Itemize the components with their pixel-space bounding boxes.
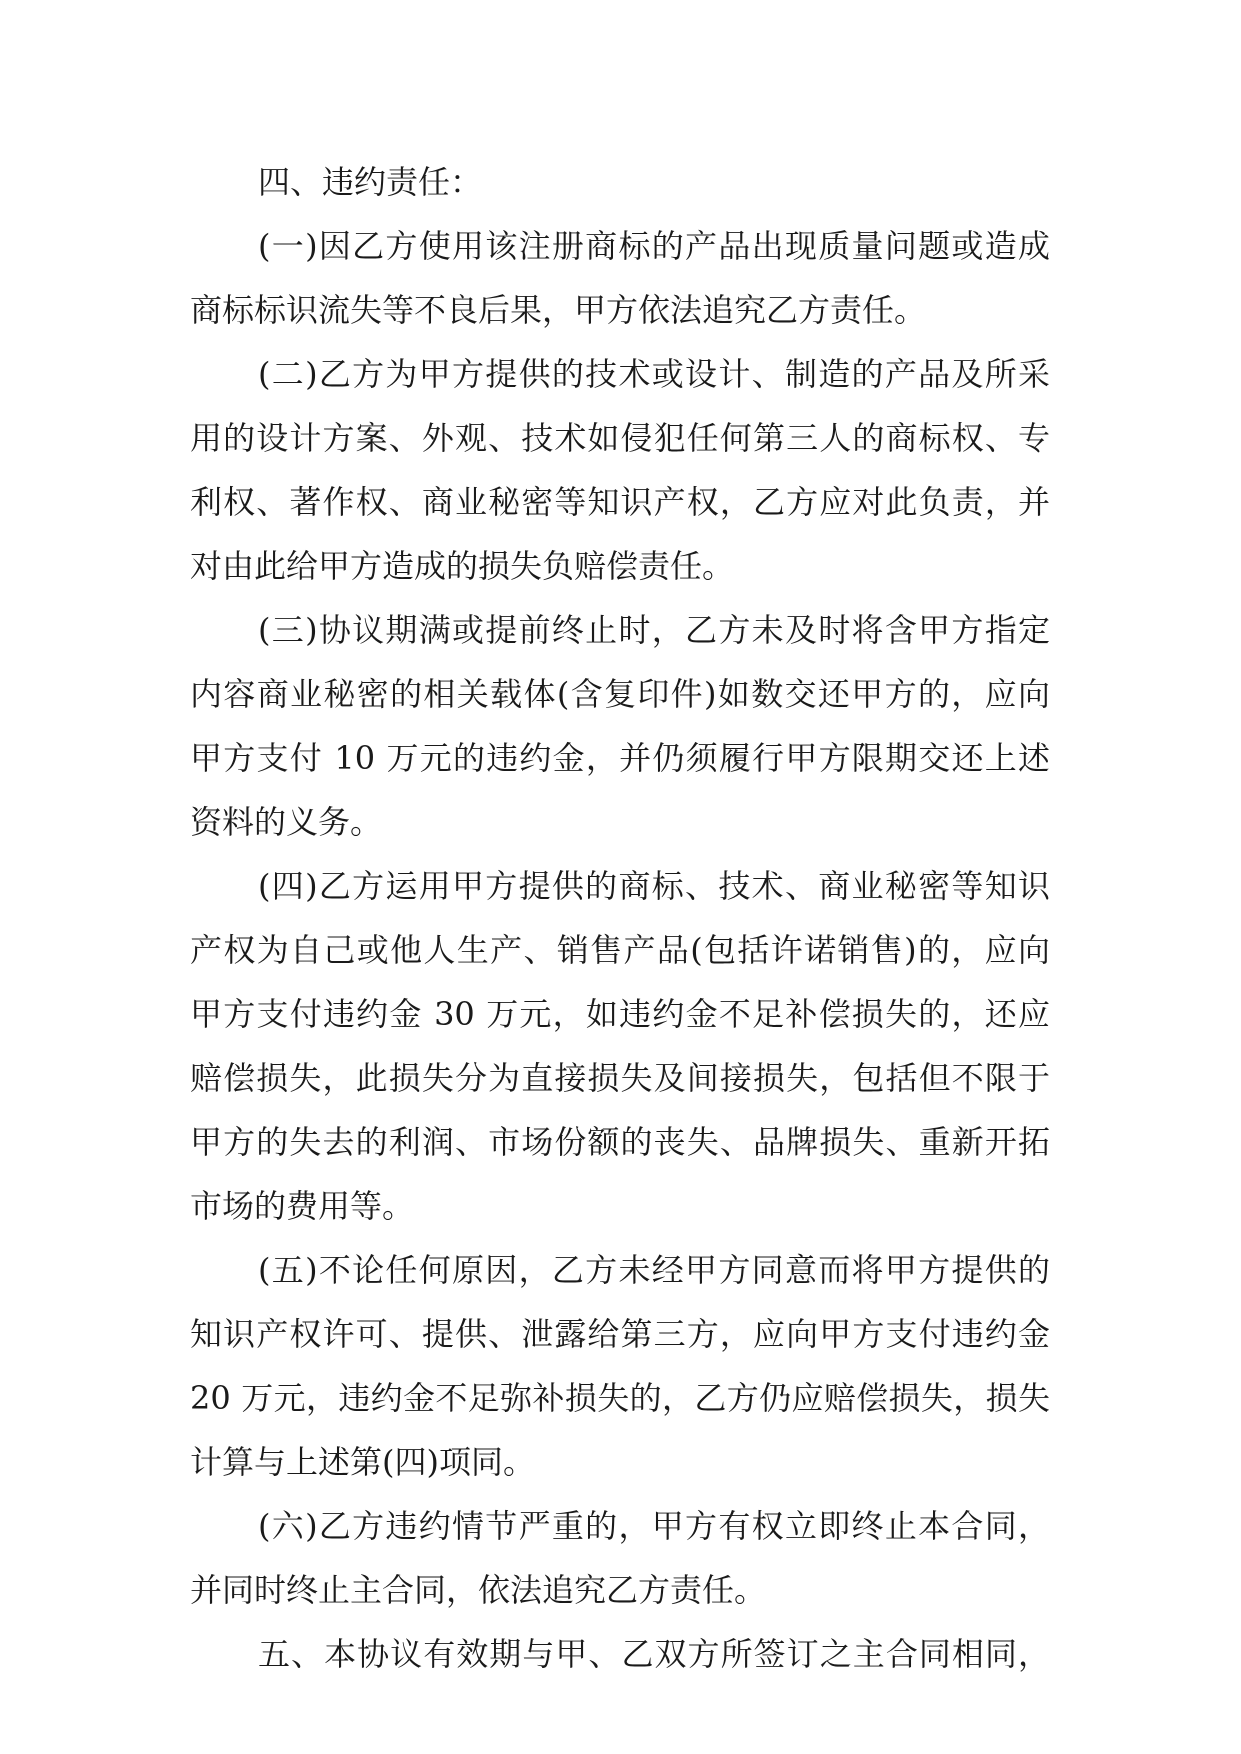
clause-3-line-1: (三)协议期满或提前终止时，乙方未及时将含甲方指定 <box>258 611 1050 649</box>
clause-6-line-2: 并同时终止主合同，依法追究乙方责任。 <box>190 1571 767 1609</box>
clause-4-line-5: 甲方的失去的利润、市场份额的丧失、品牌损失、重新开拓 <box>190 1123 1050 1161</box>
section-5-line-1: 五、本协议有效期与甲、乙双方所签订之主合同相同， <box>258 1635 1050 1673</box>
clause-4-line-1: (四)乙方运用甲方提供的商标、技术、商业秘密等知识 <box>258 867 1050 905</box>
clause-4-line-2: 产权为自己或他人生产、销售产品(包括许诺销售)的，应向 <box>190 931 1050 969</box>
clause-1-line-1: (一)因乙方使用该注册商标的产品出现质量问题或造成 <box>258 227 1050 265</box>
clause-5-line-4: 计算与上述第(四)项同。 <box>190 1443 535 1481</box>
clause-2-line-2: 用的设计方案、外观、技术如侵犯任何第三人的商标权、专 <box>190 419 1050 457</box>
clause-2-line-1: (二)乙方为甲方提供的技术或设计、制造的产品及所采 <box>258 355 1050 393</box>
clause-2-line-4: 对由此给甲方造成的损失负赔偿责任。 <box>190 547 735 585</box>
clause-2-line-3: 利权、著作权、商业秘密等知识产权，乙方应对此负责，并 <box>190 483 1050 521</box>
clause-4-line-6: 市场的费用等。 <box>190 1187 415 1225</box>
clause-3-line-3: 甲方支付 10 万元的违约金，并仍须履行甲方限期交还上述 <box>190 739 1050 777</box>
clause-4-line-4: 赔偿损失，此损失分为直接损失及间接损失，包括但不限于 <box>190 1059 1050 1097</box>
clause-3-line-2: 内容商业秘密的相关载体(含复印件)如数交还甲方的，应向 <box>190 675 1050 713</box>
clause-5-line-2: 知识产权许可、提供、泄露给第三方，应向甲方支付违约金 <box>190 1315 1050 1353</box>
document-body <box>190 150 1050 1686</box>
clause-4-line-3: 甲方支付违约金 30 万元，如违约金不足补偿损失的，还应 <box>190 995 1050 1033</box>
section-heading-breach-liability: 四、违约责任： <box>258 163 483 201</box>
clause-5-line-3: 20 万元，违约金不足弥补损失的，乙方仍应赔偿损失，损失 <box>190 1379 1050 1417</box>
clause-6-line-1: (六)乙方违约情节严重的，甲方有权立即终止本合同， <box>258 1507 1050 1545</box>
clause-3-line-4: 资料的义务。 <box>190 803 383 841</box>
clause-1-line-2: 商标标识流失等不良后果，甲方依法追究乙方责任。 <box>190 291 927 329</box>
clause-5-line-1: (五)不论任何原因，乙方未经甲方同意而将甲方提供的 <box>258 1251 1050 1289</box>
